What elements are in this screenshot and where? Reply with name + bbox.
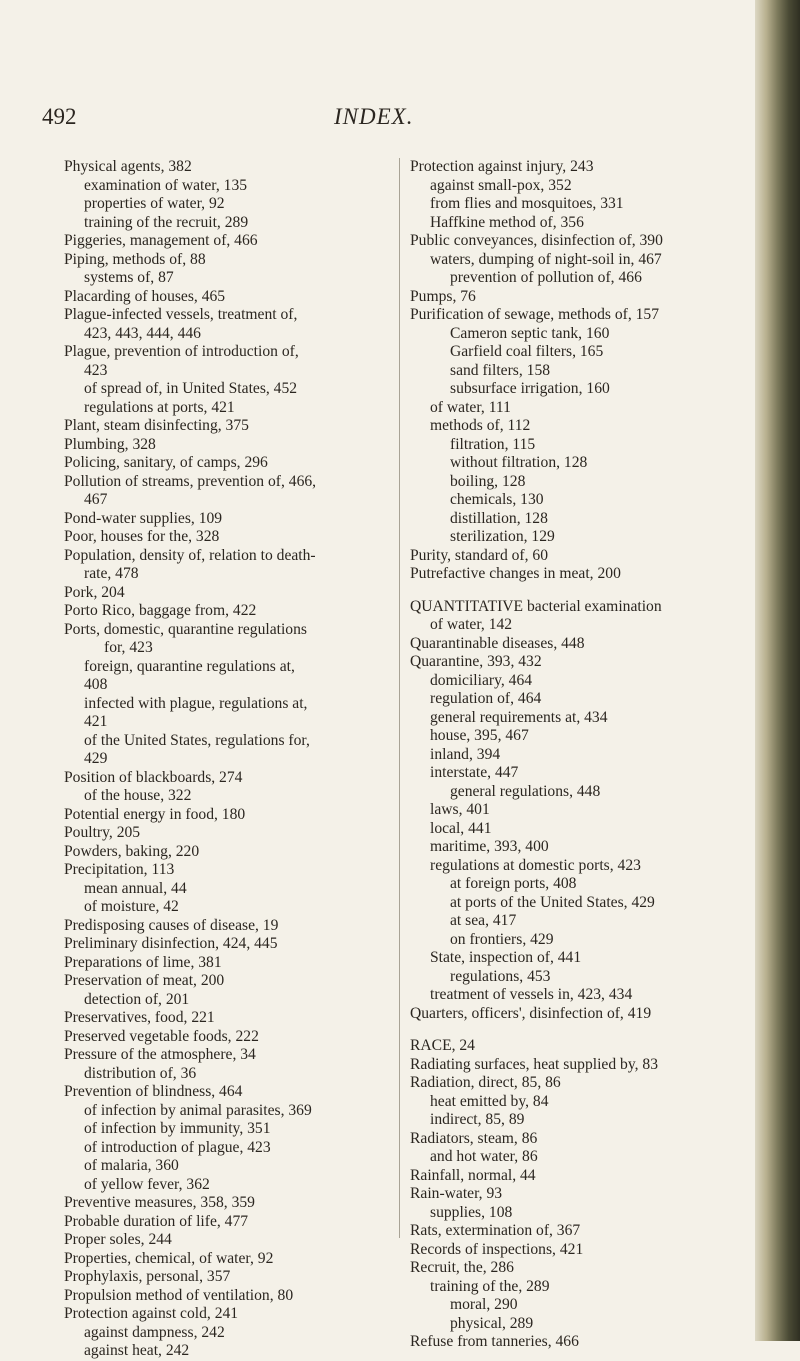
index-entry: 408 — [84, 676, 108, 693]
index-entry: boiling, 128 — [450, 472, 526, 490]
index-entry: Pollution of streams, prevention of, 466, — [64, 472, 317, 490]
index-entry: training of the, 289 — [430, 1277, 550, 1295]
index-entry: Probable duration of life, 477 — [64, 1212, 249, 1230]
index-entry: prevention of pollution of, 466 — [450, 269, 642, 286]
index-entry: Piping, methods of, 88 — [64, 250, 206, 268]
index-entry: Records of inspections, 421 — [410, 1240, 584, 1258]
index-entry: Radiation, direct, 85, 86 — [410, 1074, 561, 1091]
index-entry: Position of blackboards, 274 — [64, 768, 243, 786]
index-entry: subsurface irrigation, 160 — [450, 380, 610, 397]
index-entry: Plague-infected vessels, treatment of, — [64, 306, 298, 323]
index-entry: Haffkine method of, 356 — [430, 213, 584, 231]
index-entry: of infection by immunity, 351 — [84, 1120, 271, 1137]
index-entry: sterilization, 129 — [450, 528, 555, 545]
index-entry: at ports of the United States, 429 — [450, 893, 655, 911]
index-entry: treatment of vessels in, 423, 434 — [430, 986, 633, 1003]
index-entry: of infection by animal parasites, 369 — [84, 1101, 312, 1119]
index-entry: Prevention of blindness, 464 — [64, 1083, 243, 1100]
index-entry: Quarantinable diseases, 448 — [410, 634, 585, 652]
index-entry: 421 — [84, 713, 108, 730]
index-column-left — [64, 158, 394, 1361]
index-entry: 423, 443, 444, 446 — [84, 324, 201, 342]
index-entry: 467 — [84, 491, 108, 508]
index-entry: physical, 289 — [450, 1314, 534, 1332]
index-entry: without filtration, 128 — [450, 454, 588, 471]
index-entry: Protection against cold, 241 — [64, 1305, 239, 1322]
index-entry: inland, 394 — [430, 745, 501, 763]
index-entry: regulation of, 464 — [430, 690, 542, 707]
index-entry: house, 395, 467 — [430, 727, 529, 744]
index-entry: Quarters, officers', disinfection of, 419 — [410, 1004, 652, 1022]
index-entry: of malaria, 360 — [84, 1157, 179, 1174]
index-entry: for, 423 — [104, 639, 153, 656]
index-entry: of yellow fever, 362 — [84, 1175, 210, 1193]
index-entry: of the house, 322 — [84, 787, 192, 804]
index-entry: properties of water, 92 — [84, 195, 225, 212]
index-entry: from flies and mosquitoes, 331 — [430, 195, 624, 212]
index-entry: 423 — [84, 361, 108, 379]
index-entry: regulations at ports, 421 — [84, 398, 235, 416]
index-entry: of spread of, in United States, 452 — [84, 380, 298, 397]
running-title: INDEX. — [334, 104, 414, 129]
index-column-right — [410, 158, 755, 1352]
page-binding-edge — [755, 0, 800, 1341]
index-entry: at foreign ports, 408 — [450, 875, 577, 892]
index-entry: Rainfall, normal, 44 — [410, 1166, 536, 1184]
index-entry: at sea, 417 — [450, 912, 517, 929]
index-entry: foreign, quarantine regulations at, — [84, 657, 295, 675]
index-entry: Preservatives, food, 221 — [64, 1009, 215, 1026]
index-entry: systems of, 87 — [84, 269, 174, 286]
index-entry: Pond-water supplies, 109 — [64, 509, 223, 527]
index-entry: waters, dumping of night-soil in, 467 — [430, 250, 662, 268]
index-entry: moral, 290 — [450, 1296, 518, 1313]
index-entry: Policing, sanitary, of camps, 296 — [64, 454, 268, 471]
index-entry: QUANTITATIVE bacterial examination — [410, 597, 662, 615]
index-entry: Porto Rico, baggage from, 422 — [64, 602, 257, 619]
index-entry: sand filters, 158 — [450, 361, 551, 379]
index-entry: Poultry, 205 — [64, 824, 141, 841]
index-entry: chemicals, 130 — [450, 491, 544, 508]
index-entry: State, inspection of, 441 — [430, 949, 582, 966]
index-entry: supplies, 108 — [430, 1203, 513, 1221]
index-entry: Preservation of meat, 200 — [64, 972, 225, 989]
index-entry: Public conveyances, disinfection of, 390 — [410, 232, 663, 249]
index-entry: training of the recruit, 289 — [84, 213, 249, 231]
index-entry: regulations, 453 — [450, 967, 551, 985]
index-entry: Pork, 204 — [64, 583, 125, 601]
index-entry: Plumbing, 328 — [64, 435, 156, 453]
index-entry: Plant, steam disinfecting, 375 — [64, 417, 249, 434]
index-entry: Pumps, 76 — [410, 287, 476, 305]
index-entry: Ports, domestic, quarantine regulations — [64, 620, 307, 638]
index-entry: of water, 111 — [430, 398, 511, 416]
index-entry: against heat, 242 — [84, 1342, 190, 1359]
index-entry: Potential energy in food, 180 — [64, 805, 246, 823]
index-entry: maritime, 393, 400 — [430, 838, 549, 855]
index-entry: Protection against injury, 243 — [410, 158, 594, 175]
index-entry: of moisture, 42 — [84, 898, 179, 915]
page-number: 492 — [42, 104, 77, 129]
index-entry: indirect, 85, 89 — [430, 1111, 525, 1128]
index-entry: Prophylaxis, personal, 357 — [64, 1268, 231, 1285]
index-entry: Preserved vegetable foods, 222 — [64, 1027, 259, 1045]
index-entry: regulations at domestic ports, 423 — [430, 856, 641, 874]
index-entry: Physical agents, 382 — [64, 158, 192, 175]
column-divider — [399, 158, 400, 1238]
index-entry: Garfield coal filters, 165 — [450, 343, 604, 360]
index-entry: Purification of sewage, methods of, 157 — [410, 306, 660, 323]
index-entry: Putrefactive changes in meat, 200 — [410, 565, 621, 582]
index-entry: Precipitation, 113 — [64, 861, 175, 878]
index-entry: Purity, standard of, 60 — [410, 546, 549, 564]
index-entry: local, 441 — [430, 819, 492, 837]
index-entry: Predisposing causes of disease, 19 — [64, 916, 279, 934]
index-entry: detection of, 201 — [84, 990, 190, 1008]
index-entry: Radiating surfaces, heat supplied by, 83 — [410, 1055, 658, 1073]
page-header — [0, 104, 760, 134]
index-entry: Refuse from tanneries, 466 — [410, 1333, 579, 1350]
index-entry: mean annual, 44 — [84, 879, 187, 897]
index-entry: distillation, 128 — [450, 509, 548, 527]
index-entry: interstate, 447 — [430, 764, 519, 781]
index-entry: laws, 401 — [430, 801, 490, 818]
index-entry: methods of, 112 — [430, 417, 531, 434]
index-entry: Placarding of houses, 465 — [64, 287, 226, 305]
index-entry: Preliminary disinfection, 424, 445 — [64, 935, 278, 952]
index-entry: Piggeries, management of, 466 — [64, 232, 258, 249]
index-entry: domiciliary, 464 — [430, 671, 533, 689]
index-entry: distribution of, 36 — [84, 1064, 197, 1082]
index-entry: Plague, prevention of introduction of, — [64, 343, 299, 360]
index-entry: Cameron septic tank, 160 — [450, 324, 610, 342]
index-entry: Population, density of, relation to death- — [64, 546, 316, 564]
index-entry: on frontiers, 429 — [450, 930, 554, 948]
index-entry: of water, 142 — [430, 616, 513, 633]
index-entry: rate, 478 — [84, 565, 139, 582]
index-entry: Powders, baking, 220 — [64, 842, 200, 860]
index-entry: of introduction of plague, 423 — [84, 1138, 271, 1156]
index-entry: Rain-water, 93 — [410, 1185, 503, 1202]
index-entry: heat emitted by, 84 — [430, 1092, 549, 1110]
index-entry: Propulsion method of ventilation, 80 — [64, 1286, 294, 1304]
index-entry: of the United States, regulations for, — [84, 731, 310, 749]
index-entry: filtration, 115 — [450, 435, 536, 453]
index-entry: general requirements at, 434 — [430, 708, 608, 726]
index-entry: against small-pox, 352 — [430, 176, 572, 194]
index-entry: Pressure of the atmosphere, 34 — [64, 1046, 256, 1063]
index-entry: Preventive measures, 358, 359 — [64, 1194, 255, 1211]
index-entry: Radiators, steam, 86 — [410, 1129, 538, 1147]
index-entry: RACE, 24 — [410, 1037, 475, 1054]
index-entry: against dampness, 242 — [84, 1323, 225, 1341]
index-entry: Properties, chemical, of water, 92 — [64, 1249, 274, 1267]
index-entry: Quarantine, 393, 432 — [410, 653, 542, 670]
index-entry: Rats, extermination of, 367 — [410, 1222, 581, 1239]
index-entry: Recruit, the, 286 — [410, 1259, 514, 1276]
index-entry: Poor, houses for the, 328 — [64, 528, 220, 545]
index-entry: examination of water, 135 — [84, 176, 248, 194]
index-entry: Preparations of lime, 381 — [64, 953, 222, 971]
index-entry: and hot water, 86 — [430, 1148, 538, 1165]
index-entry: infected with plague, regulations at, — [84, 694, 308, 712]
index-entry: 429 — [84, 750, 108, 767]
index-entry: general regulations, 448 — [450, 782, 601, 800]
index-entry: Proper soles, 244 — [64, 1231, 172, 1248]
